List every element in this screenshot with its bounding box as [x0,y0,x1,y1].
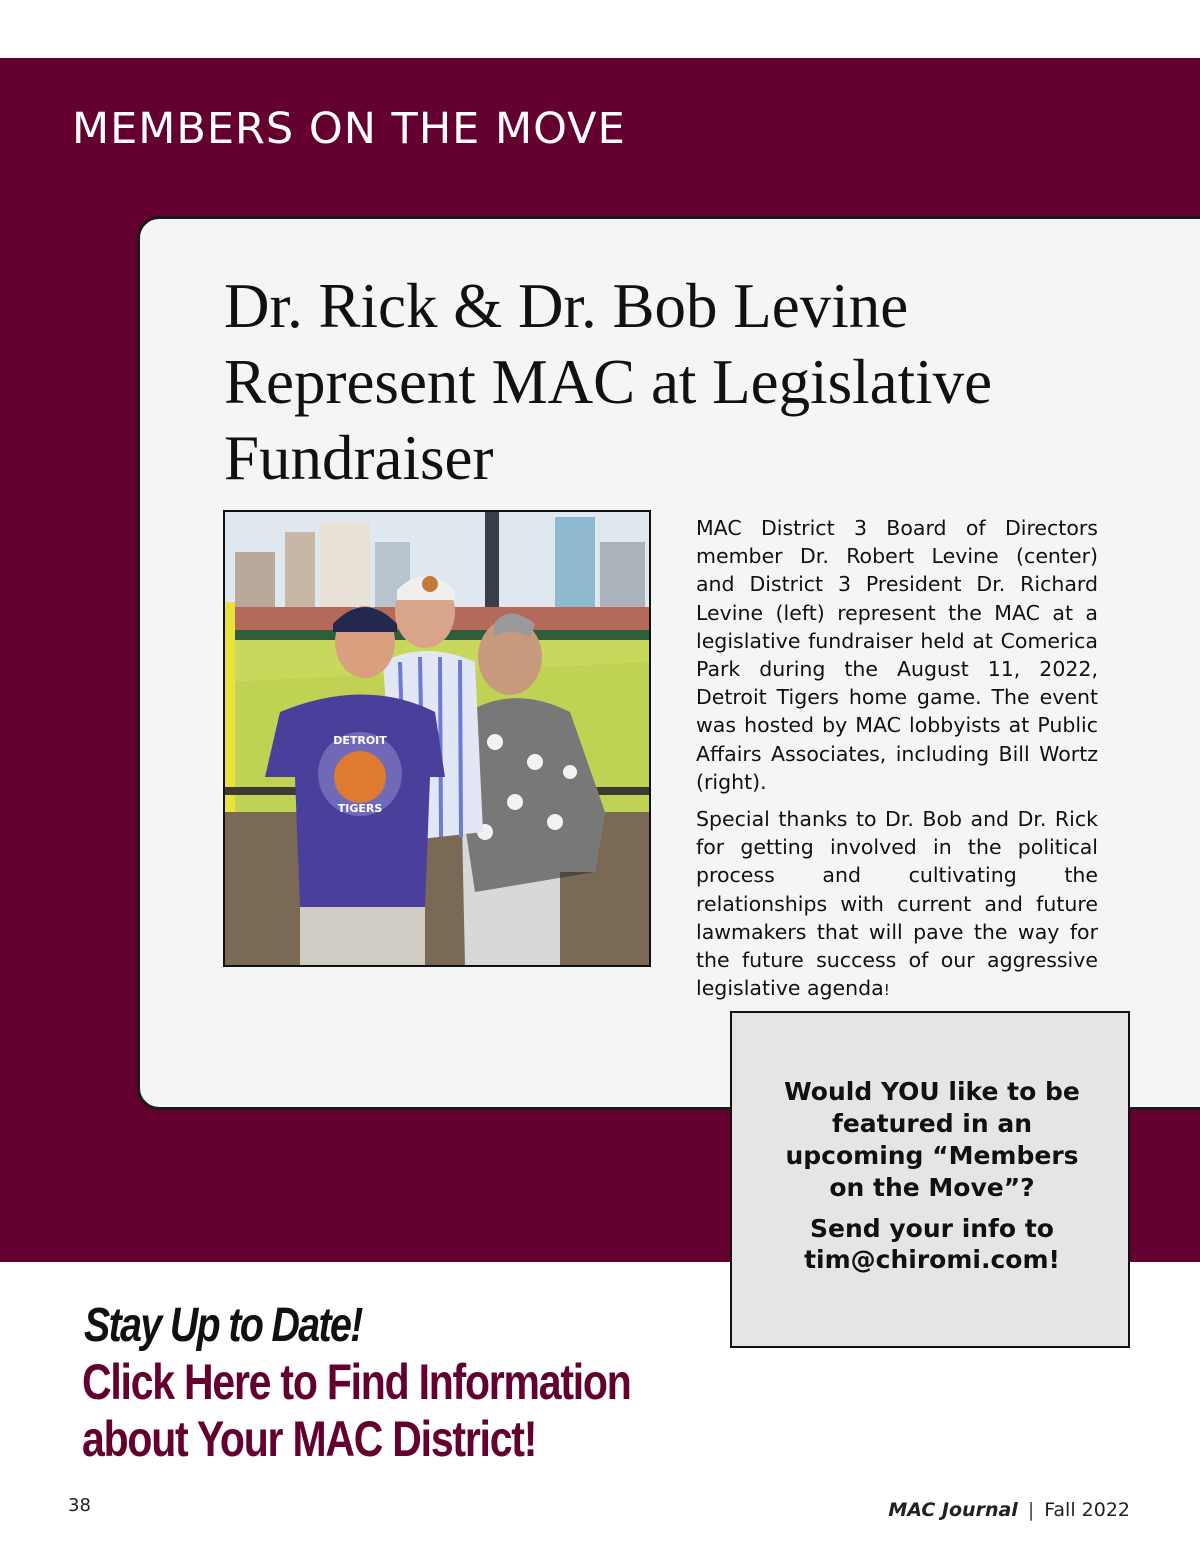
district-link-line: Click Here to Find Information [82,1354,631,1410]
shirt-text-bottom: TIGERS [337,802,383,815]
shirt-text-top: DETROIT [333,734,387,747]
stay-up-to-date: Stay Up to Date! [84,1299,362,1352]
district-link-line: about Your MAC District! [82,1411,537,1467]
journal-name: MAC Journal [888,1499,1018,1521]
event-photo [223,510,651,967]
footer-separator: | [1027,1499,1035,1521]
article-paragraph [696,805,1098,1004]
article-paragraph: MAC District 3 Board of Directors member Dr. Robert Levine (center) and District 3 President Dr. Richard Levine (left) represent the MAC at a legislative fundraiser held at Comerica Park during the August 11, 2022, Detroit Tigers home game. The event was hosted by MAC lobbyists at Public Affairs Associates, including Bill Wortz (right). [696,516,1098,794]
promo-send-info: Send your info to tim@chiromi.com! [804,1214,1060,1274]
article-body [696,514,1098,1013]
headline-line: Dr. Rick & Dr. Bob Levine [224,271,909,341]
headline-line: Fundraiser [224,423,494,493]
promo-box [730,1011,1130,1348]
page-number: 38 [68,1495,91,1516]
article-paragraph-text: Special thanks to Dr. Bob and Dr. Rick for getting involved in the political process and cultivating the relationships with current and future lawmakers that will pave the way for the future success of our aggressive legislative agenda [696,807,1098,1001]
headline-line: Represent MAC at Legislative [224,347,993,417]
issue-label: Fall 2022 [1044,1499,1130,1521]
section-title: MEMBERS ON THE MOVE [72,104,626,154]
promo-question: Would YOU like to be featured in an upcoming “Members on the Move”? [784,1077,1080,1202]
article-headline [224,268,1124,496]
footer [888,1499,1130,1521]
district-info-link[interactable] [82,1354,631,1468]
article-paragraph-end: ! [883,981,890,1000]
